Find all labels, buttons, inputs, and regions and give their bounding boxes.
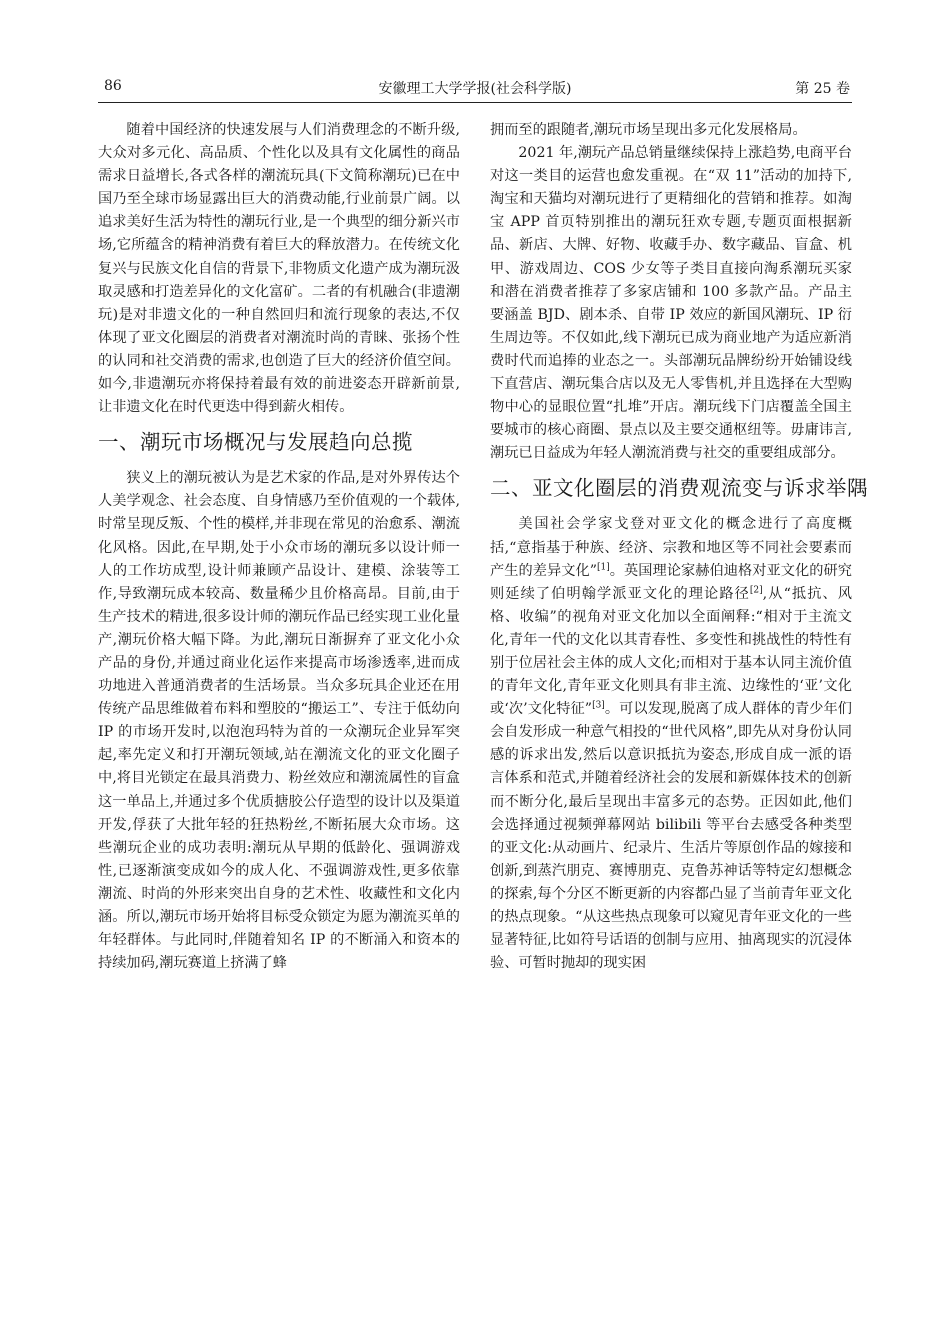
right-column bbox=[490, 119, 868, 975]
s2-text-part3: ,从“抵抗、风格、收编”的视角对亚文化加以全面阐释:“相对于主流文化,青年一代的文化以其青春性、多变性和挑战性的特性有别于位居社会主体的成人文化;而相对于基本认同主流价值的青年文化,青年亚文化则具有非主流、边缘性的‘亚’文化或‘次’文化特征” bbox=[490, 585, 852, 718]
page-header bbox=[98, 76, 852, 103]
s2-text-part1: 美国社会学家戈登对亚文化的概念进行了高度概括,“意指基于种族、经济、宗教和地区等不同社会要素而产生的差异文化” bbox=[490, 516, 852, 579]
continued-paragraph: 拥而至的跟随者,潮玩市场呈现出多元化发展格局。 bbox=[490, 122, 807, 138]
citation-1: [1] bbox=[597, 561, 610, 572]
citation-3: [3] bbox=[592, 700, 605, 711]
volume-label: 第 25 卷 bbox=[795, 81, 850, 97]
journal-title: 安徽理工大学学报(社会科学版) bbox=[378, 81, 572, 97]
section-1-heading: 一、潮玩市场概况与发展趋向总揽 bbox=[98, 430, 413, 455]
s2-text-part2: 。英国理论家赫伯迪格对亚文化的研究则延续了伯明翰学派亚文化的理论路径 bbox=[490, 562, 852, 602]
section-1-paragraph: 狭义上的潮玩被认为是艺术家的作品,是对外界传达个人美学观念、社会态度、自身情感乃至价值观的一个载体,时常呈现反叛、个性的模样,并非现在常见的治愈系、潮流化风格。因此,在早期,处于小众市场的潮玩多以设计师一人的工作坊成型,设计师兼顾产品设计、建模、涂装等工作,导致潮玩成本较高、数量稀少且价格高昂。目前,由于生产技术的精进,很多设计师的潮玩作品已经实现工业化量产,潮玩价格大幅下降。为此,潮玩日渐摒弃了亚文化小众产品的身份,并通过商业化运作来提高市场渗透率,进而成功地进入普通消费者的生活场景。当众多玩具企业还在用传统产品思维做着布料和塑胶的“搬运工”、专注于低幼向 IP 的市场开发时,以泡泡玛特为首的一众潮玩企业异军突起,率先定义和打开潮玩领域,站在潮流文化的亚文化圈子中,将目光锁定在最具消费力、粉丝效应和潮流属性的盲盒这一单品上,并通过多个优质搪胶公仔造型的设计以及渠道开发,俘获了大批年轻的狂热粉丝,不断拓展大众市场。这些潮玩企业的成功表明:潮玩从早期的低龄化、强调游戏性,已逐渐演变成如今的成人化、不强调游戏性,更多依靠潮流、时尚的外形来突出自身的艺术性、收藏性和文化内涵。所以,潮玩市场开始将目标受众锁定为愿为潮流买单的年轻群体。与此同时,伴随着知名 IP 的不断涌入和资本的持续加码,潮玩赛道上挤满了蜂 bbox=[98, 470, 460, 972]
paragraph-2021: 2021 年,潮玩产品总销量继续保持上涨趋势,电商平台对这一类目的运营也愈发重视。在“双 11”活动的加持下,淘宝和天猫均对潮玩进行了更精细化的营销和推荐。如淘宝 APP 首页特别推出的潮玩狂欢专题,专题页面根据新品、新店、大牌、好物、收藏手办、数字藏品、盲盒、机甲、游戏周边、COS 少女等子类目直接向淘系潮玩买家和潜在消费者推荐了多家店铺和 100 多款产品。产品主要涵盖 BJD、剧本杀、自带 IP 效应的新国风潮玩、IP 衍生周边等。不仅如此,线下潮玩已成为商业地产为适应新消费时代而追捧的业态之一。头部潮玩品牌纷纷开始铺设线下直营店、潮玩集合店以及无人零售机,并且选择在大型购物中心的显眼位置“扎堆”开店。潮玩线下门店覆盖全国主要城市的核心商圈、景点以及主要交通枢纽等。毋庸讳言,潮玩已日益成为年轻人潮流消费与社交的重要组成部分。 bbox=[490, 145, 852, 462]
intro-paragraph: 随着中国经济的快速发展与人们消费理念的不断升级,大众对多元化、高品质、个性化以及具有文化属性的商品需求日益增长,各式各样的潮流玩具(下文简称潮玩)已在中国乃至全球市场显露出巨大的消费动能,行业前景广阔。以追求美好生活为特性的潮玩行业,是一个典型的细分新兴市场,它所蕴含的精神消费有着巨大的释放潜力。在传统文化复兴与民族文化自信的背景下,非物质文化遗产成为潮玩汲取灵感和打造差异化的文化富矿。二者的有机融合(非遗潮玩)是对非遗文化的一种自然回归和流行现象的表达,不仅体现了亚文化圈层的消费者对潮流时尚的青睐、张扬个性的认同和社交消费的需求,也创造了巨大的经济价值空间。如今,非遗潮玩亦将保持着最有效的前进姿态开辟新前景,让非遗文化在时代更迭中得到薪火相传。 bbox=[98, 122, 460, 416]
left-column bbox=[98, 119, 460, 975]
s2-text-part4: 。可以发现,脱离了成人群体的青少年们会自发形成一种意气相投的“世代风格”,即先从对身份认同感的诉求出发,然后以意识抵抗为姿态,形成自成一派的语言体系和范式,并随着经济社会的发展和新媒体技术的创新而不断分化,最后呈现出丰富多元的态势。正因如此,他们会选择通过视频弹幕网站 bilibili 等平台去感受各种类型的亚文化:从动画片、纪录片、生活片等原创作品的嫁接和创新,到蒸汽朋克、赛博朋克、克鲁苏神话等特定幻想概念的探索,每个分区不断更新的内容都凸显了当前青年亚文化的热点现象。“从这些热点现象可以窥见青年亚文化的一些显著特征,比如符号话语的创制与应用、抽离现实的沉浸体验、可暂时抛却的现实困 bbox=[490, 701, 852, 972]
section-2-paragraph bbox=[490, 513, 852, 975]
citation-2: [2] bbox=[749, 584, 763, 595]
page-number: 86 bbox=[104, 78, 122, 94]
section-2-heading: 二、亚文化圈层的消费观流变与诉求举隅 bbox=[490, 476, 868, 501]
